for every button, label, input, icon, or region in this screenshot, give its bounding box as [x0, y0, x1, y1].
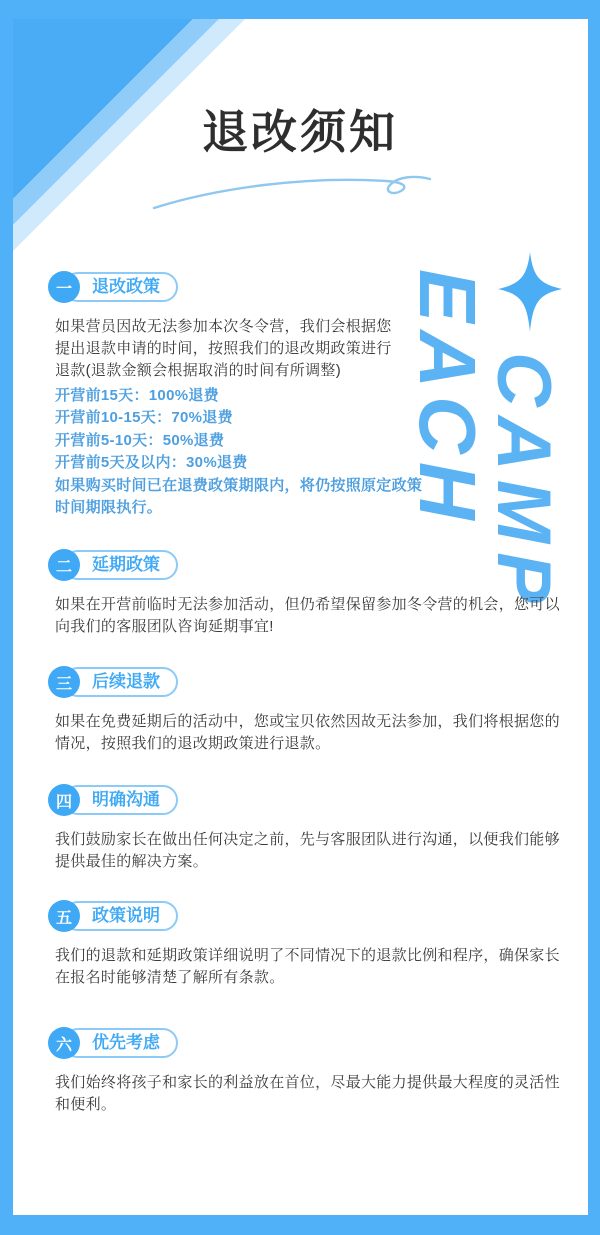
- section-postponement-policy: [48, 549, 570, 638]
- section-refund-change-policy: [48, 271, 433, 519]
- refund-policy-note: 如果购买时间已在退费政策期限内，将仍按照原定政策时间期限执行。: [55, 476, 423, 517]
- brand-word-camp: CAMP: [481, 352, 566, 612]
- frame-top: [0, 0, 600, 19]
- section-badge: [48, 271, 178, 303]
- section-paragraph: 我们的退款和延期政策详细说明了不同情况下的退款比例和程序，确保家长在报名时能够清楚了解所有条款。: [55, 947, 560, 986]
- section-number: 三: [48, 666, 80, 698]
- section-badge: [48, 1027, 178, 1059]
- refund-tier-line: 开营前15天：100%退费: [55, 387, 219, 404]
- section-paragraph: 如果在开营前临时无法参加活动，但仍希望保留参加冬令营的机会，您可以向我们的客服团队咨询延期事宜!: [55, 596, 560, 635]
- refund-tier-line: 开营前5天及以内：30%退费: [55, 454, 248, 472]
- section-badge: [48, 549, 178, 581]
- section-heading: 明确沟通: [63, 785, 178, 815]
- page-title: 退改须知: [202, 107, 398, 158]
- section-number: 一: [48, 271, 80, 303]
- section-paragraph: 我们始终将孩子和家长的利益放在首位，尽最大能力提供最大程度的灵活性和便利。: [55, 1074, 560, 1113]
- section-paragraph: 我们鼓励家长在做出任何决定之前，先与客服团队进行沟通，以便我们能够提供最佳的解决方案。: [55, 831, 560, 870]
- section-heading: 延期政策: [63, 550, 178, 580]
- section-heading: 后续退款: [63, 667, 178, 697]
- section-number: 二: [48, 549, 80, 581]
- frame-left: [0, 0, 13, 1235]
- section-policy-explanation: [48, 900, 570, 989]
- section-clear-communication: [48, 784, 570, 873]
- section-priority-consideration: [48, 1027, 570, 1116]
- refund-tier-line: 开营前5-10天：50%退费: [55, 431, 225, 449]
- section-paragraph: 如果在免费延期后的活动中，您或宝贝依然因故无法参加，我们将根据您的情况，按照我们的退改期政策进行退款。: [55, 713, 560, 752]
- section-number: 五: [48, 900, 80, 932]
- section-heading: 退改政策: [63, 272, 178, 302]
- section-number: 四: [48, 784, 80, 816]
- section-paragraph: 如果营员因故无法参加本次冬令营，我们会根据您提出退款申请的时间，按照我们的退改期政策进行退款(退款金额会根据取消的时间有所调整): [55, 318, 392, 379]
- frame-right: [588, 0, 600, 1235]
- section-badge: [48, 900, 178, 932]
- section-badge: [48, 784, 178, 816]
- sparkle-icon: [494, 252, 566, 336]
- brand-word-each: EACH: [403, 269, 492, 528]
- section-badge: [48, 666, 178, 698]
- refund-tier-line: 开营前10-15天：70%退费: [55, 409, 233, 427]
- section-number: 六: [48, 1027, 80, 1059]
- section-heading: 优先考虑: [63, 1028, 178, 1058]
- section-heading: 政策说明: [63, 901, 178, 931]
- title-underline-swoosh: [150, 168, 436, 212]
- section-followup-refund: [48, 666, 570, 755]
- frame-bottom: [0, 1215, 600, 1235]
